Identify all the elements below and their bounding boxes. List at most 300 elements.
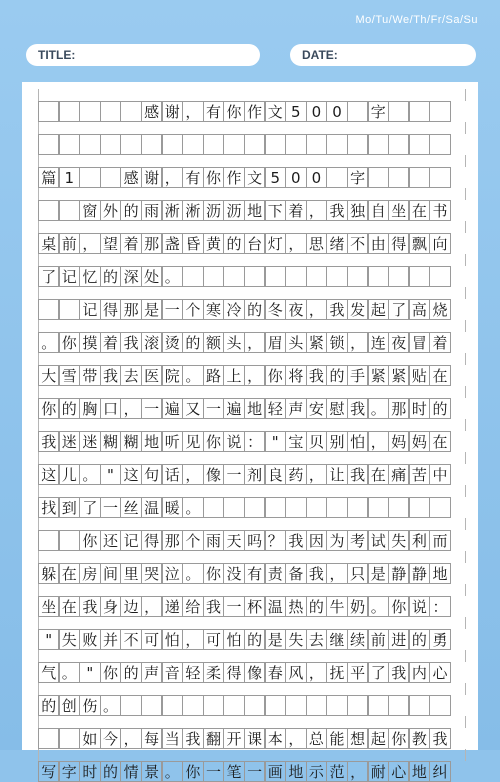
grid-cell: 见 [182, 431, 203, 452]
grid-cell: 的 [326, 365, 347, 386]
grid-cell [100, 101, 121, 122]
grid-cell [429, 167, 450, 188]
grid-cell: 一 [223, 464, 244, 485]
grid-cell: 贝 [306, 431, 327, 452]
grid-cell: 了 [79, 497, 100, 518]
grid-cell: 独 [347, 200, 368, 221]
grid-cell: 0 [306, 101, 327, 122]
grid-cell: 着 [100, 332, 121, 353]
grid-cell: 贴 [409, 365, 430, 386]
grid-cell: 剂 [244, 464, 265, 485]
grid-cell [347, 101, 368, 122]
grid-cell [38, 134, 59, 155]
grid-cell [306, 497, 327, 518]
grid-cell: 地 [285, 761, 306, 782]
grid-cell: 像 [244, 662, 265, 683]
grid-cell [429, 695, 450, 716]
grid-cell [162, 134, 183, 155]
grid-cell [368, 167, 389, 188]
grid-cell: 你 [203, 167, 224, 188]
grid-row [38, 749, 466, 782]
grid-cell: 继 [326, 629, 347, 650]
grid-cell: 的 [409, 629, 430, 650]
grid-cell: ， [285, 233, 306, 254]
grid-cell: 说 [409, 596, 430, 617]
character-grid [38, 89, 466, 782]
row-cells [38, 134, 466, 155]
grid-cell: 考 [347, 530, 368, 551]
grid-cell: 牛 [326, 596, 347, 617]
grid-cell: 在 [59, 596, 80, 617]
grid-row [38, 320, 466, 353]
grid-cell: 谢 [162, 101, 183, 122]
grid-cell [79, 167, 100, 188]
grid-cell: 起 [368, 299, 389, 320]
grid-cell: 今 [100, 728, 121, 749]
grid-cell: 开 [223, 728, 244, 749]
grid-cell: 只 [347, 563, 368, 584]
grid-cell: ， [347, 761, 368, 782]
grid-cell: 的 [120, 662, 141, 683]
grid-cell [388, 101, 409, 122]
grid-cell: 找 [38, 497, 59, 518]
grid-cell: 向 [429, 233, 450, 254]
grid-cell [59, 200, 80, 221]
grid-cell [203, 134, 224, 155]
grid-cell: 怕 [162, 629, 183, 650]
grid-cell: 你 [388, 596, 409, 617]
grid-row [38, 518, 466, 551]
grid-cell [244, 497, 265, 518]
grid-cell: 妈 [388, 431, 409, 452]
grid-cell [223, 497, 244, 518]
grid-cell [265, 266, 286, 287]
grid-cell [203, 266, 224, 287]
grid-row [38, 584, 466, 617]
grid-cell: 温 [265, 596, 286, 617]
grid-cell: ， [79, 233, 100, 254]
grid-cell: 画 [265, 761, 286, 782]
grid-cell: ， [182, 101, 203, 122]
grid-cell: 间 [100, 563, 121, 584]
grid-cell: 着 [429, 332, 450, 353]
grid-cell: 有 [182, 167, 203, 188]
grid-row [38, 650, 466, 683]
grid-cell: 又 [182, 398, 203, 419]
grid-cell: 气 [38, 662, 59, 683]
grid-cell [182, 695, 203, 716]
grid-cell: 一 [100, 497, 121, 518]
grid-cell [59, 134, 80, 155]
grid-cell: 头 [285, 332, 306, 353]
grid-cell: 可 [141, 629, 162, 650]
grid-cell: 我 [347, 464, 368, 485]
grid-cell: 你 [388, 728, 409, 749]
grid-cell [59, 530, 80, 551]
row-spacer [38, 584, 466, 596]
grid-cell [388, 497, 409, 518]
grid-cell: 了 [368, 662, 389, 683]
grid-cell: 感 [141, 101, 162, 122]
grid-cell: 纠 [429, 761, 450, 782]
grid-cell: 身 [100, 596, 121, 617]
row-cells [38, 497, 466, 518]
grid-row [38, 551, 466, 584]
grid-cell [38, 299, 59, 320]
grid-cell: 我 [306, 563, 327, 584]
grid-cell [285, 134, 306, 155]
grid-cell: 有 [203, 101, 224, 122]
grid-cell: 雨 [141, 200, 162, 221]
grid-cell: 望 [100, 233, 121, 254]
grid-cell: 失 [388, 530, 409, 551]
grid-cell [409, 695, 430, 716]
grid-row [38, 188, 466, 221]
grid-cell: 你 [100, 662, 121, 683]
grid-cell: 额 [203, 332, 224, 353]
grid-row [38, 683, 466, 716]
grid-cell: 是 [141, 299, 162, 320]
grid-cell [38, 101, 59, 122]
grid-cell: 这 [38, 464, 59, 485]
row-cells [38, 299, 466, 320]
grid-cell [244, 266, 265, 287]
grid-cell: 我 [326, 299, 347, 320]
grid-cell: 我 [182, 728, 203, 749]
grid-row [38, 386, 466, 419]
row-spacer [38, 452, 466, 464]
grid-cell: 的 [244, 629, 265, 650]
grid-cell: " [100, 464, 121, 485]
grid-cell: 沥 [203, 200, 224, 221]
grid-cell: 口 [100, 398, 121, 419]
grid-cell: 个 [182, 299, 203, 320]
grid-cell: 你 [203, 563, 224, 584]
grid-cell: 我 [120, 332, 141, 353]
grid-cell: 的 [59, 398, 80, 419]
grid-cell [347, 695, 368, 716]
grid-cell: 耐 [368, 761, 389, 782]
grid-cell: 昏 [182, 233, 203, 254]
grid-cell: 里 [120, 563, 141, 584]
row-spacer [38, 221, 466, 233]
grid-cell: 黄 [203, 233, 224, 254]
grid-cell: 紧 [306, 332, 327, 353]
row-spacer [38, 518, 466, 530]
grid-cell: ， [326, 563, 347, 584]
grid-cell: 有 [244, 563, 265, 584]
grid-cell: 失 [59, 629, 80, 650]
grid-cell [120, 695, 141, 716]
grid-cell [38, 530, 59, 551]
grid-cell: 忆 [79, 266, 100, 287]
grid-cell: 时 [79, 761, 100, 782]
grid-cell: 遍 [162, 398, 183, 419]
grid-cell: 夜 [388, 332, 409, 353]
grid-cell [388, 266, 409, 287]
grid-cell: 还 [100, 530, 121, 551]
grid-cell: 一 [162, 299, 183, 320]
grid-cell: 药 [285, 464, 306, 485]
grid-cell: 发 [347, 299, 368, 320]
grid-cell: 思 [306, 233, 327, 254]
grid-cell: 医 [141, 365, 162, 386]
grid-cell: 的 [223, 233, 244, 254]
grid-cell: 是 [368, 563, 389, 584]
grid-cell: 声 [285, 398, 306, 419]
grid-cell: 地 [244, 398, 265, 419]
grid-cell: 安 [306, 398, 327, 419]
grid-cell: 本 [265, 728, 286, 749]
grid-cell: ， [306, 464, 327, 485]
grid-cell: 失 [285, 629, 306, 650]
grid-cell: ： [429, 596, 450, 617]
grid-cell [223, 266, 244, 287]
grid-cell: 。 [59, 662, 80, 683]
row-cells [38, 101, 466, 122]
grid-cell [326, 695, 347, 716]
grid-cell: 创 [59, 695, 80, 716]
grid-cell: 的 [38, 695, 59, 716]
grid-row [38, 485, 466, 518]
grid-cell: 范 [326, 761, 347, 782]
grid-cell: 着 [285, 200, 306, 221]
grid-cell: 话 [162, 464, 183, 485]
grid-cell: 奶 [347, 596, 368, 617]
grid-cell: 那 [120, 299, 141, 320]
grid-cell: 备 [285, 563, 306, 584]
grid-cell: 一 [203, 398, 224, 419]
grid-cell: 大 [38, 365, 59, 386]
grid-row [38, 716, 466, 749]
grid-cell: 我 [38, 431, 59, 452]
grid-cell [409, 167, 430, 188]
grid-cell: 音 [162, 662, 183, 683]
row-cells [38, 629, 466, 650]
grid-cell [429, 497, 450, 518]
weekday-selector: Mo/Tu/We/Th/Fr/Sa/Su [355, 14, 478, 26]
grid-cell: " [38, 629, 59, 650]
title-field[interactable]: TITLE: [26, 44, 260, 66]
grid-cell [388, 134, 409, 155]
grid-cell: 头 [223, 332, 244, 353]
grid-cell: 上 [223, 365, 244, 386]
grid-cell [120, 101, 141, 122]
grid-row [38, 122, 466, 155]
row-cells [38, 398, 466, 419]
grid-cell: 。 [38, 332, 59, 353]
grid-cell: 糊 [100, 431, 121, 452]
grid-cell: 你 [223, 101, 244, 122]
grid-cell: ， [306, 200, 327, 221]
grid-cell: 1 [59, 167, 80, 188]
grid-cell: 温 [141, 497, 162, 518]
grid-cell [409, 101, 430, 122]
grid-cell [368, 695, 389, 716]
grid-cell: 篇 [38, 167, 59, 188]
grid-cell: 字 [347, 167, 368, 188]
grid-cell: 雨 [203, 530, 224, 551]
grid-cell: ， [368, 431, 389, 452]
grid-cell [347, 266, 368, 287]
grid-cell: 作 [244, 101, 265, 122]
grid-cell: 泣 [162, 563, 183, 584]
grid-cell: ， [306, 299, 327, 320]
grid-cell: 我 [388, 662, 409, 683]
grid-cell: 那 [162, 530, 183, 551]
grid-cell: 地 [244, 200, 265, 221]
grid-cell: 伤 [79, 695, 100, 716]
grid-cell: 沥 [223, 200, 244, 221]
grid-cell: 着 [120, 233, 141, 254]
grid-cell: 这 [120, 464, 141, 485]
grid-cell [59, 101, 80, 122]
grid-cell: 不 [120, 629, 141, 650]
grid-cell: 天 [223, 530, 244, 551]
grid-cell: 盏 [162, 233, 183, 254]
date-field[interactable]: DATE: [290, 44, 476, 66]
grid-cell: 。 [182, 563, 203, 584]
grid-cell: 平 [347, 662, 368, 683]
grid-cell: ， [182, 464, 203, 485]
grid-cell [59, 728, 80, 749]
grid-cell: 紧 [388, 365, 409, 386]
grid-cell: 连 [368, 332, 389, 353]
grid-cell: 内 [409, 662, 430, 683]
grid-cell: 冬 [265, 299, 286, 320]
row-spacer [38, 419, 466, 431]
grid-cell [265, 695, 286, 716]
grid-cell: 高 [409, 299, 430, 320]
grid-cell: 轻 [265, 398, 286, 419]
grid-cell: 起 [368, 728, 389, 749]
grid-cell: 5 [265, 167, 286, 188]
grid-cell: 听 [162, 431, 183, 452]
grid-cell: ， [120, 728, 141, 749]
row-cells [38, 563, 466, 584]
grid-cell: 谢 [141, 167, 162, 188]
grid-cell: 在 [409, 200, 430, 221]
grid-cell: 的 [429, 398, 450, 419]
grid-cell: 是 [265, 629, 286, 650]
grid-cell: 处 [141, 266, 162, 287]
grid-cell: 为 [326, 530, 347, 551]
grid-cell: 当 [162, 728, 183, 749]
grid-cell: 在 [368, 464, 389, 485]
grid-cell: 迷 [79, 431, 100, 452]
grid-cell: 桌 [38, 233, 59, 254]
grid-cell: 暖 [162, 497, 183, 518]
grid-cell: 在 [429, 431, 450, 452]
grid-cell: 的 [182, 332, 203, 353]
grid-cell [285, 695, 306, 716]
grid-cell: 怕 [223, 629, 244, 650]
grid-cell: 翻 [203, 728, 224, 749]
grid-cell: 。 [100, 695, 121, 716]
grid-cell [326, 497, 347, 518]
grid-cell: " [265, 431, 286, 452]
grid-cell: " [79, 662, 100, 683]
row-spacer [38, 386, 466, 398]
grid-cell: ， [306, 662, 327, 683]
grid-cell: 冷 [223, 299, 244, 320]
grid-cell: 下 [265, 200, 286, 221]
grid-cell: 让 [326, 464, 347, 485]
grid-cell: 紧 [368, 365, 389, 386]
row-spacer [38, 485, 466, 497]
grid-cell: 一 [244, 761, 265, 782]
grid-cell: 个 [182, 530, 203, 551]
row-spacer [38, 155, 466, 167]
grid-cell: 前 [368, 629, 389, 650]
grid-cell: 深 [120, 266, 141, 287]
grid-cell: 地 [429, 563, 450, 584]
row-cells [38, 530, 466, 551]
grid-cell: 字 [368, 101, 389, 122]
grid-cell: 良 [265, 464, 286, 485]
grid-cell: 0 [285, 167, 306, 188]
grid-cell [306, 266, 327, 287]
grid-cell: 我 [203, 596, 224, 617]
grid-cell: 给 [182, 596, 203, 617]
grid-cell: 哭 [141, 563, 162, 584]
grid-cell: 感 [120, 167, 141, 188]
grid-cell: 烫 [162, 332, 183, 353]
grid-row [38, 617, 466, 650]
grid-cell: 到 [59, 497, 80, 518]
row-spacer [38, 551, 466, 563]
grid-cell: 勇 [429, 629, 450, 650]
grid-cell [409, 266, 430, 287]
grid-cell: 句 [141, 464, 162, 485]
grid-cell: 0 [326, 101, 347, 122]
grid-cell: 我 [306, 365, 327, 386]
grid-cell: 。 [162, 761, 183, 782]
grid-cell: 静 [388, 563, 409, 584]
grid-cell: 去 [120, 365, 141, 386]
grid-cell: 了 [388, 299, 409, 320]
grid-cell [368, 497, 389, 518]
grid-cell [203, 695, 224, 716]
grid-cell [388, 695, 409, 716]
grid-cell [223, 695, 244, 716]
grid-cell: 躲 [38, 563, 59, 584]
grid-cell [203, 497, 224, 518]
grid-cell [368, 266, 389, 287]
grid-cell: 烧 [429, 299, 450, 320]
grid-cell: 坐 [38, 596, 59, 617]
grid-cell: 利 [409, 530, 430, 551]
grid-cell [429, 101, 450, 122]
grid-cell: 。 [368, 596, 389, 617]
row-spacer [38, 683, 466, 695]
grid-cell: 的 [244, 299, 265, 320]
grid-cell: 淅 [162, 200, 183, 221]
grid-cell: 你 [59, 332, 80, 353]
row-cells [38, 233, 466, 254]
grid-cell: 热 [285, 596, 306, 617]
grid-row [38, 452, 466, 485]
grid-cell: 去 [306, 629, 327, 650]
row-spacer [38, 188, 466, 200]
grid-cell: 责 [265, 563, 286, 584]
grid-cell: 5 [285, 101, 306, 122]
grid-cell: 败 [79, 629, 100, 650]
grid-cell: 抚 [326, 662, 347, 683]
row-spacer [38, 287, 466, 299]
grid-cell: 宝 [285, 431, 306, 452]
row-cells [38, 431, 466, 452]
